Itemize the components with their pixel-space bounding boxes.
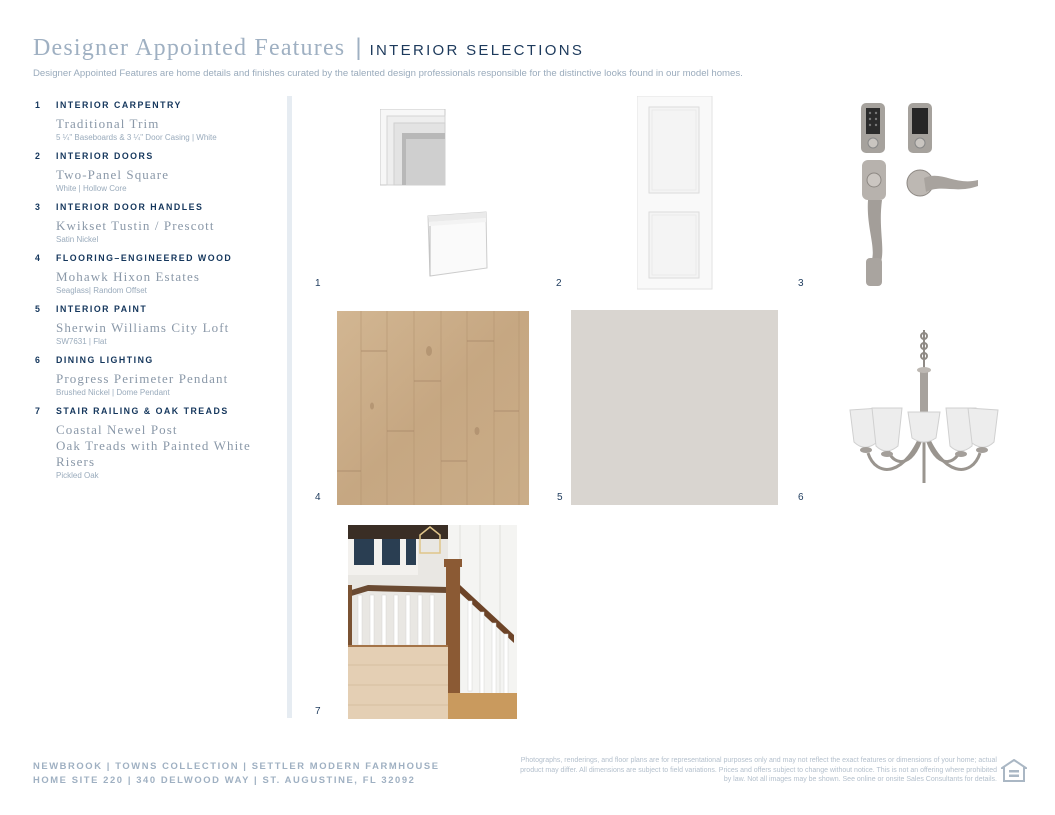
item-number: 3	[35, 202, 42, 212]
image-number-6: 6	[798, 492, 804, 503]
list-item	[35, 304, 275, 346]
item-heading: DINING LIGHTING	[56, 355, 154, 365]
item-number: 7	[35, 406, 42, 416]
item-heading: FLOORING–ENGINEERED WOOD	[56, 253, 233, 263]
wood-flooring-image	[337, 311, 529, 505]
item-heading: INTERIOR DOORS	[56, 151, 154, 161]
list-item	[35, 202, 275, 244]
item-number: 2	[35, 151, 42, 161]
equal-housing-opportunity-icon	[1001, 759, 1027, 783]
item-name-secondary: Oak Treads with Painted White Risers	[56, 438, 251, 469]
item-number: 4	[35, 253, 42, 263]
selections-list	[35, 100, 275, 489]
title-separator: |	[355, 34, 362, 61]
baseboard-image	[424, 210, 490, 278]
item-heading: INTERIOR CARPENTRY	[56, 100, 182, 110]
list-item	[35, 253, 275, 295]
footer-line-1: NEWBROOK | TOWNS COLLECTION | SETTLER MODERN FARMHOUSE	[33, 760, 440, 771]
item-name: Mohawk Hixon Estates	[56, 269, 201, 284]
list-item	[35, 151, 275, 193]
two-panel-door-image	[637, 96, 713, 290]
page-header	[33, 34, 1023, 79]
image-number-3: 3	[798, 278, 804, 289]
footer-community-info	[33, 759, 440, 787]
item-heading: STAIR RAILING & OAK TREADS	[56, 406, 229, 416]
item-name: Sherwin Williams City Loft	[56, 320, 230, 335]
list-item	[35, 406, 275, 480]
stair-railing-image	[348, 525, 517, 719]
item-detail: Satin Nickel	[56, 235, 99, 244]
intro-text: Designer Appointed Features are home details and finishes curated by the talented design professionals responsible for the distinctive looks found in our model homes.	[33, 68, 743, 79]
list-item	[35, 100, 275, 142]
item-number: 5	[35, 304, 42, 314]
image-number-2: 2	[556, 278, 562, 289]
image-number-1: 1	[315, 278, 321, 289]
footer-disclaimer: Photographs, renderings, and floor plans are for representational purposes only and may not reflect the exact features or dimensions of your home; actual product may differ. All dimensions are subject to field variations. Prices and offers subject to change without notice. This is not an offering where prohibited by law. Not all images may be shown. See online or onsite Sales Consultants for details.	[520, 757, 997, 784]
vertical-divider	[287, 96, 292, 718]
image-number-5: 5	[557, 492, 563, 503]
item-name: Kwikset Tustin / Prescott	[56, 218, 215, 233]
item-detail: Seaglass| Random Offset	[56, 286, 147, 295]
item-name: Progress Perimeter Pendant	[56, 371, 229, 386]
item-detail: Brushed Nickel | Dome Pendant	[56, 388, 170, 397]
item-detail: Pickled Oak	[56, 471, 99, 480]
item-number: 6	[35, 355, 42, 365]
image-number-4: 4	[315, 492, 321, 503]
item-name: Two-Panel Square	[56, 167, 170, 182]
door-casing-image	[380, 109, 446, 186]
page-title: Designer Appointed Features	[33, 35, 346, 61]
item-detail: SW7631 | Flat	[56, 337, 107, 346]
item-number: 1	[35, 100, 42, 110]
item-detail: White | Hollow Core	[56, 184, 127, 193]
item-detail: 5 ¼" Baseboards & 3 ¼" Door Casing | White	[56, 133, 217, 142]
page-subtitle: INTERIOR SELECTIONS	[369, 42, 585, 59]
door-handle-image	[856, 100, 982, 290]
item-name: Traditional Trim	[56, 116, 160, 131]
pendant-chandelier-image	[846, 328, 1002, 486]
item-name: Coastal Newel Post	[56, 422, 178, 437]
list-item	[35, 355, 275, 397]
image-number-7: 7	[315, 706, 321, 717]
footer-line-2: HOME SITE 220 | 340 DELWOOD WAY | ST. AUGUSTINE, FL 32092	[33, 774, 416, 785]
title-line	[33, 34, 1023, 62]
paint-swatch	[571, 310, 778, 505]
item-heading: INTERIOR PAINT	[56, 304, 148, 314]
item-heading: INTERIOR DOOR HANDLES	[56, 202, 204, 212]
